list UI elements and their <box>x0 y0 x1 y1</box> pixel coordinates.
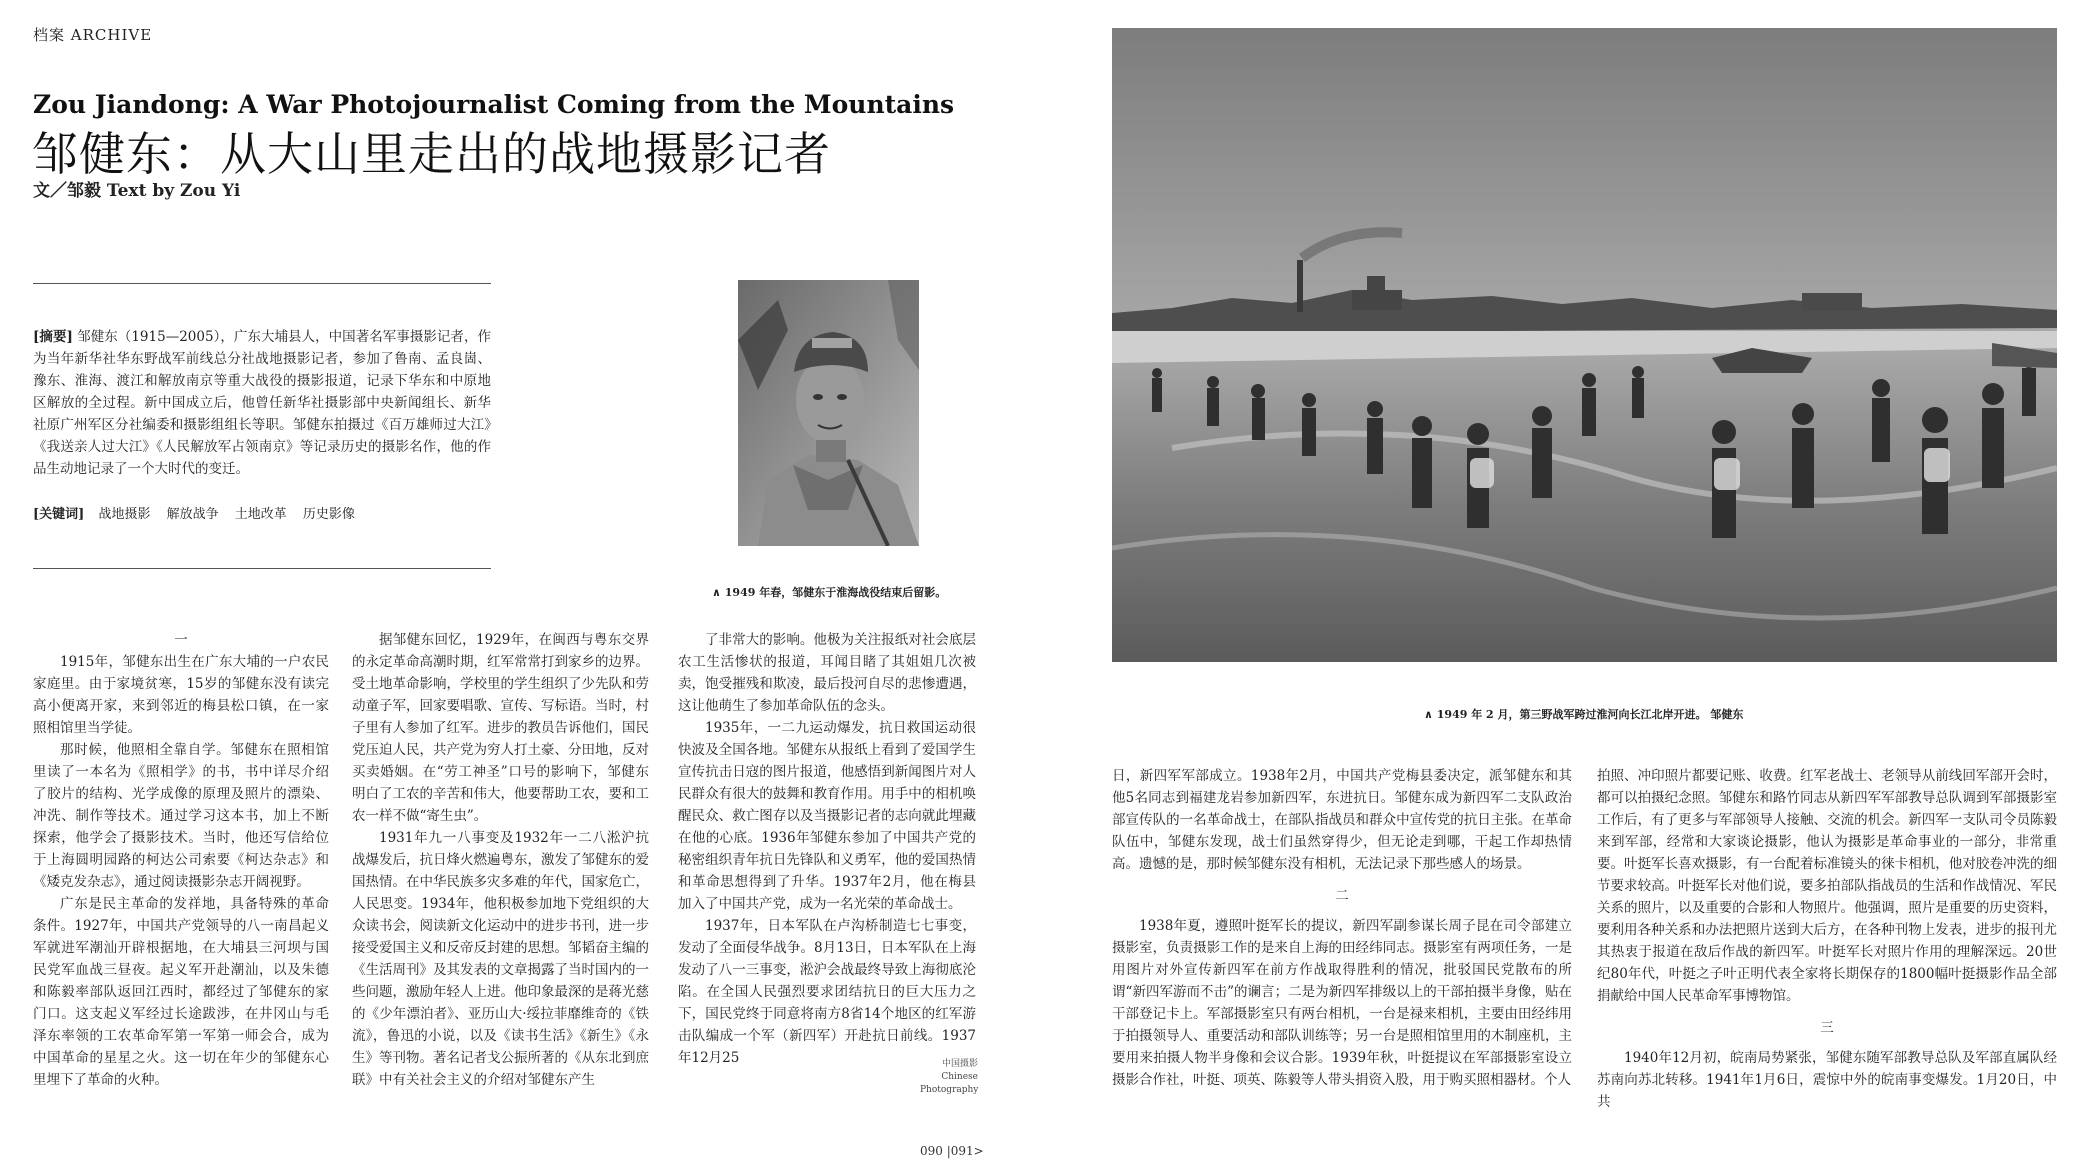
section-heading: 一 <box>174 632 188 648</box>
abstract-text: 邹健东（1915—2005），广东大埔县人，中国著名军事摄影记者，作为当年新华社华东野战军前线总分社战地摄影记者，参加了鲁南、孟良崮、豫东、淮海、渡江和解放南京等重大战役的摄影报道，记录下华东和中原地区解放的全过程。新中国成立后，他曾任新华社摄影部中央新闻组长、新华社原广州军区分社编委和摄影组组长等职。邹健东拍摄过《百万雄师过大江》《我送亲人过大江》《人民解放军占领南京》等记录历史的摄影名作，他的作品生动地记录了一个大时代的变迁。 <box>33 329 491 477</box>
abstract-label: [摘要] <box>33 329 73 345</box>
keyword: 解放战争 <box>166 507 219 522</box>
magazine-side-credit: 中国摄影 Chinese Photography <box>920 1059 979 1095</box>
paragraph: 日，新四军军部成立。1938年2月，中国共产党梅县委决定，派邹健东和其他5名同志到福建龙岩参加新四军，东进抗日。邹健东成为新四军二支队政治部宣传队的一名革命战士，在部队指战员和群众中宣传党的抗日主张。在革命队伍中，邹健东发现，战士们虽然穿得少，但无论走到哪，干起工作却热情高。遗憾的是，那时候邹健东没有相机，无法记录下那些感人的场景。 <box>1112 768 1572 872</box>
byline: 文／邹毅 Text by Zou Yi <box>33 181 241 201</box>
body-column-3 <box>678 629 976 1069</box>
paragraph: 1931年九一八事变及1932年一二八淞沪抗战爆发后，抗日烽火燃遍粤东，激发了邹健东的爱国热情。在中华民族多灾多难的年代，国家危亡，人民思变。1934年，他积极参加地下党组织的大众读书会，阅读新文化运动中的进步书刊，进一步接受爱国主义和反帝反封建的思想。邹韬奋主编的《生活周刊》及其发表的文章揭露了当时国内的一些问题，激励年轻人上进。他印象最深的是蒋光慈的《少年漂泊者》、亚历山大·绥拉菲靡维奇的《铁流》，鲁迅的小说，以及《读书生活》《新生》《永生》等刊物。著名记者戈公振所著的《从东北到庶联》中有关社会主义的介绍对邹健东产生 <box>352 830 649 1088</box>
paragraph: 1937年，日本军队在卢沟桥制造七七事变，发动了全面侵华战争。8月13日，日本军队在上海发动了八一三事变，淞沪会战最终导致上海彻底沦陷。在全国人民强烈要求团结抗日的巨大压力之下，国民党终于同意将南方8省14个地区的红军游击队编成一个军（新四军）开赴抗日前线。1937年12月25 <box>678 918 976 1066</box>
keyword: 战地摄影 <box>98 507 151 522</box>
portrait-photo <box>738 280 919 546</box>
paragraph: 1915年，邹健东出生在广东大埔的一户农民家庭里。由于家境贫寒，15岁的邹健东没有读完高小便离开家，来到邻近的梅县松口镇，在一家照相馆里当学徒。 <box>33 654 329 736</box>
abstract <box>33 326 491 480</box>
paragraph: 了非常大的影响。他极为关注报纸对社会底层农工生活惨状的报道，耳闻目睹了其姐姐几次被卖，饱受摧残和欺凌，最后投河自尽的悲惨遭遇，这让他萌生了参加革命队伍的念头。 <box>678 632 976 714</box>
portrait-caption: ∧ 1949 年春，邹健东于淮海战役结束后留影。 <box>712 586 947 599</box>
chinese-title: 邹健东：从大山里走出的战地摄影记者 <box>32 127 831 181</box>
keyword: 土地改革 <box>234 507 287 522</box>
abstract-top-rule <box>33 283 491 284</box>
section-heading: 三 <box>1820 1020 1834 1036</box>
paragraph: 广东是民主革命的发祥地，具备特殊的革命条件。1927年，中国共产党领导的八一南昌起义军就进军潮汕开辟根据地，在大埔县三河坝与国民党军血战三昼夜。起义军开赴潮汕，以及朱德和陈毅率部队返回江西时，都经过了邹健东的家门口。这支起义军经过长途跋涉，在井冈山与毛泽东率领的工农革命军第一军第一师会合，成为中国革命的星星之火。这一切在年少的邹健东心里埋下了革命的火种。 <box>33 896 329 1088</box>
paragraph: 据邹健东回忆，1929年，在闽西与粤东交界的永定革命高潮时期，红军常常打到家乡的边界。受土地革命影响，学校里的学生组织了少先队和劳动童子军，回家要唱歌、宣传、写标语。当时，村子里有人参加了红军。进步的教员告诉他们，国民党压迫人民，共产党为穷人打土豪、分田地，反对买卖婚姻。在“劳工神圣”口号的影响下，邹健东明白了工农的辛苦和伟大，他要帮助工农，要和工农一样不做“寄生虫”。 <box>352 632 649 824</box>
keywords-label: [关键词] <box>33 507 85 522</box>
body-column-2 <box>352 629 649 1091</box>
abstract-bottom-rule <box>33 568 491 569</box>
main-photo-caption: ∧ 1949 年 2 月，第三野战军跨过淮河向长江北岸开进。 邹健东 <box>1424 708 1744 721</box>
paragraph: 那时候，他照相全靠自学。邹健东在照相馆里读了一本名为《照相学》的书，书中详尽介绍了胶片的结构、光学成像的原理及照片的漂染、冲洗、制作等技术。通过学习这本书，加上不断探索，他学会了摄影技术。当时，他还写信给位于上海圆明园路的柯达公司索要《柯达杂志》和《矮克发杂志》，通过阅读摄影杂志开阔视野。 <box>33 742 329 890</box>
keywords <box>33 505 491 525</box>
section-heading: 二 <box>1335 888 1349 904</box>
section-label: 档案 ARCHIVE <box>33 26 153 44</box>
paragraph: 1935年，一二九运动爆发，抗日救国运动很快波及全国各地。邹健东从报纸上看到了爱国学生宣传抗击日寇的图片报道，他感悟到新闻图片对人民群众有很大的鼓舞和教育作用。用手中的相机唤醒民众、救亡图存以及当摄影记者的志向就此埋藏在他的心底。1936年邹健东参加了中国共产党的秘密组织青年抗日先锋队和义勇军，他的爱国热情和革命思想得到了升华。1937年2月，他在梅县加入了中国共产党，成为一名光荣的革命战士。 <box>678 720 976 912</box>
keyword: 历史影像 <box>302 507 355 522</box>
paragraph: 拍照、冲印照片都要记账、收费。红军老战士、老领导从前线回军部开会时，都可以拍摄纪念照。邹健东和路竹同志从新四军军部教导总队调到军部摄影室工作后，有了更多与军部领导人接触、交流的机会。新四军一支队司令员陈毅来到军部，经常和大家谈论摄影，他认为摄影是革命事业的一部分，非常重要。叶挺军长喜欢摄影，有一台配着标准镜头的徕卡相机，他对胶卷冲洗的细节要求较高。叶挺军长对他们说，要多拍部队指战员的生活和作战情况、军民关系的照片，以及重要的合影和人物照片。他强调，照片是重要的历史资料，要利用各种关系和办法把照片送到大后方，在各种刊物上发表，进步的报刊尤其热衷于报道在敌后作战的新四军。叶挺军长对照片作用的理解深远。20世纪80年代，叶挺之子叶正明代表全家将长期保存的1800幅叶挺摄影作品全部捐献给中国人民革命军事博物馆。 <box>1597 768 2057 1004</box>
page-numbers: 090 |091> <box>920 1144 984 1158</box>
main-photo <box>1112 28 2057 662</box>
paragraph: 1940年12月初，皖南局势紧张，邹健东随军部教导总队及军部直属队经苏南向苏北转移。1941年1月6日，震惊中外的皖南事变爆发。1月20日，中共 <box>1597 1050 2057 1110</box>
body-column-1 <box>33 629 329 1091</box>
english-title: Zou Jiandong: A War Photojournalist Coming from the Mountains <box>33 90 955 119</box>
body-column-4 <box>1112 765 1572 1091</box>
body-column-5 <box>1597 765 2057 1113</box>
paragraph: 1938年夏，遵照叶挺军长的提议，新四军副参谋长周子昆在司令部建立摄影室，负责摄影工作的是来自上海的田经纬同志。摄影室有两项任务，一是用图片对外宣传新四军在前方作战取得胜利的情况，批驳国民党散布的所谓“新四军游而不击”的谰言；二是为新四军排级以上的干部拍摄半身像，贴在干部登记卡上。军部摄影室只有两台相机，一台是禄来相机，主要由田经纬用于拍摄领导人、重要活动和部队训练等；另一台是照相馆里用的木制座机，主要用来拍摄人物半身像和会议合影。1939年秋，叶挺提议在军部摄影室设立摄影合作社，叶挺、项英、陈毅等人带头捐资入股，用于购买照相器材。个人 <box>1112 918 1572 1088</box>
